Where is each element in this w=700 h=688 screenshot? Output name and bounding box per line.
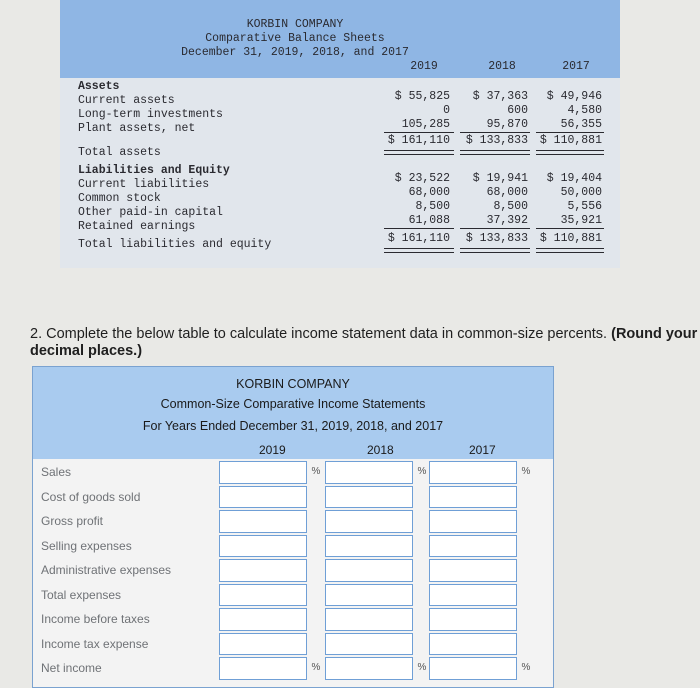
value-cell: $ 23,522 xyxy=(394,172,450,185)
question-line2: decimal places.) xyxy=(30,343,143,359)
row-label: Current assets xyxy=(78,94,175,107)
percent-sign: % xyxy=(417,662,427,673)
value-cell: 95,870 xyxy=(486,118,528,131)
percent-input-2017[interactable] xyxy=(429,584,517,607)
underline xyxy=(536,132,604,133)
percent-input-2019[interactable] xyxy=(219,633,307,656)
value-cell: 0 xyxy=(443,104,450,117)
percent-sign: % xyxy=(521,466,531,477)
percent-input-2019[interactable] xyxy=(219,486,307,509)
underline xyxy=(384,228,454,229)
percent-input-2017[interactable] xyxy=(429,486,517,509)
value-cell: 50,000 xyxy=(560,186,602,199)
percent-input-2019[interactable] xyxy=(219,461,307,484)
double-underline xyxy=(536,248,604,253)
income-statement-form xyxy=(32,366,554,688)
row-label: Common stock xyxy=(78,192,161,205)
percent-input-2018[interactable] xyxy=(325,559,413,582)
underline xyxy=(536,228,604,229)
bs-title: Comparative Balance Sheets xyxy=(205,32,385,45)
value-cell: $ 49,946 xyxy=(546,90,602,103)
row-label: Income tax expense xyxy=(41,636,149,651)
value-cell: $ 19,404 xyxy=(546,172,602,185)
percent-input-2018[interactable] xyxy=(325,510,413,533)
form-title: Common-Size Comparative Income Statements xyxy=(160,397,426,411)
percent-input-2019[interactable] xyxy=(219,535,307,558)
value-cell: $ 110,881 xyxy=(539,134,602,147)
percent-input-2017[interactable] xyxy=(429,510,517,533)
value-cell: $ 55,825 xyxy=(394,90,450,103)
value-cell: $ 19,941 xyxy=(472,172,528,185)
underline xyxy=(384,132,454,133)
percent-input-2019[interactable] xyxy=(219,657,307,680)
double-underline xyxy=(384,150,454,155)
value-cell: 37,392 xyxy=(486,214,528,227)
row-label: Current liabilities xyxy=(78,178,210,191)
percent-input-2017[interactable] xyxy=(429,633,517,656)
percent-input-2018[interactable] xyxy=(325,461,413,484)
percent-input-2019[interactable] xyxy=(219,510,307,533)
percent-input-2018[interactable] xyxy=(325,657,413,680)
percent-input-2018[interactable] xyxy=(325,486,413,509)
question-main: 2. Complete the below table to calculate income statement data in common-size percents. xyxy=(30,326,612,342)
row-label: Total liabilities and equity xyxy=(78,238,272,251)
row-label: Administrative expenses xyxy=(41,563,172,577)
value-cell: $ 37,363 xyxy=(472,90,528,103)
assets-heading: Assets xyxy=(78,80,120,93)
bs-year-2018: 2018 xyxy=(488,60,516,73)
balance-sheet xyxy=(60,0,620,268)
underline xyxy=(460,132,530,133)
value-cell: $ 161,110 xyxy=(387,232,450,245)
value-cell: $ 133,833 xyxy=(465,134,528,147)
row-label: Total expenses xyxy=(41,587,122,602)
row-label: Selling expenses xyxy=(41,538,132,553)
row-label: Gross profit xyxy=(41,514,104,528)
percent-input-2018[interactable] xyxy=(325,633,413,656)
bs-company: KORBIN COMPANY xyxy=(246,18,344,31)
double-underline xyxy=(536,150,604,155)
bs-year-2019: 2019 xyxy=(410,60,438,73)
question-round-note: (Round your xyxy=(611,326,698,342)
liabilities-heading: Liabilities and Equity xyxy=(78,164,230,177)
row-label: Income before taxes xyxy=(41,612,150,626)
percent-sign: % xyxy=(311,466,321,477)
percent-input-2017[interactable] xyxy=(429,535,517,558)
value-cell: 56,355 xyxy=(560,118,602,131)
bs-year-2017: 2017 xyxy=(562,60,590,73)
row-label: Retained earnings xyxy=(78,220,196,233)
bs-date-line: December 31, 2019, 2018, and 2017 xyxy=(181,46,409,59)
form-company: KORBIN COMPANY xyxy=(236,377,350,391)
row-label: Cost of goods sold xyxy=(41,489,141,504)
value-cell: 61,088 xyxy=(408,214,450,227)
value-cell: 68,000 xyxy=(408,186,450,199)
row-label: Other paid-in capital xyxy=(78,206,223,219)
value-cell: 4,580 xyxy=(567,104,602,117)
question-text xyxy=(30,326,700,360)
row-label: Long-term investments xyxy=(78,108,223,121)
percent-input-2017[interactable] xyxy=(429,608,517,631)
double-underline xyxy=(384,248,454,253)
value-cell: 600 xyxy=(507,104,528,117)
value-cell: 105,285 xyxy=(401,118,450,131)
percent-input-2017[interactable] xyxy=(429,657,517,680)
row-label: Sales xyxy=(41,465,72,479)
value-cell: 5,556 xyxy=(567,200,602,213)
percent-input-2019[interactable] xyxy=(219,584,307,607)
percent-input-2019[interactable] xyxy=(219,559,307,582)
value-cell: 68,000 xyxy=(486,186,528,199)
percent-input-2018[interactable] xyxy=(325,535,413,558)
percent-sign: % xyxy=(417,466,427,477)
form-header xyxy=(33,367,553,459)
percent-sign: % xyxy=(311,662,321,673)
row-label: Net income xyxy=(41,661,102,675)
percent-input-2017[interactable] xyxy=(429,559,517,582)
double-underline xyxy=(460,248,530,253)
percent-input-2019[interactable] xyxy=(219,608,307,631)
form-period: For Years Ended December 31, 2019, 2018, and 2017 xyxy=(142,419,444,433)
year-2018: 2018 xyxy=(367,443,394,457)
percent-input-2018[interactable] xyxy=(325,584,413,607)
value-cell: $ 133,833 xyxy=(465,232,528,245)
balance-sheet-header xyxy=(60,0,620,78)
value-cell: 8,500 xyxy=(493,200,528,213)
underline xyxy=(460,228,530,229)
value-cell: 8,500 xyxy=(415,200,450,213)
percent-input-2018[interactable] xyxy=(325,608,413,631)
value-cell: 35,921 xyxy=(560,214,602,227)
row-label: Total assets xyxy=(78,146,161,159)
percent-sign: % xyxy=(521,662,531,673)
percent-input-2017[interactable] xyxy=(429,461,517,484)
double-underline xyxy=(460,150,530,155)
row-label: Plant assets, net xyxy=(78,122,196,135)
year-2019: 2019 xyxy=(259,443,286,457)
year-2017: 2017 xyxy=(469,443,496,457)
form-body xyxy=(33,459,553,687)
value-cell: $ 110,881 xyxy=(539,232,602,245)
value-cell: $ 161,110 xyxy=(387,134,450,147)
